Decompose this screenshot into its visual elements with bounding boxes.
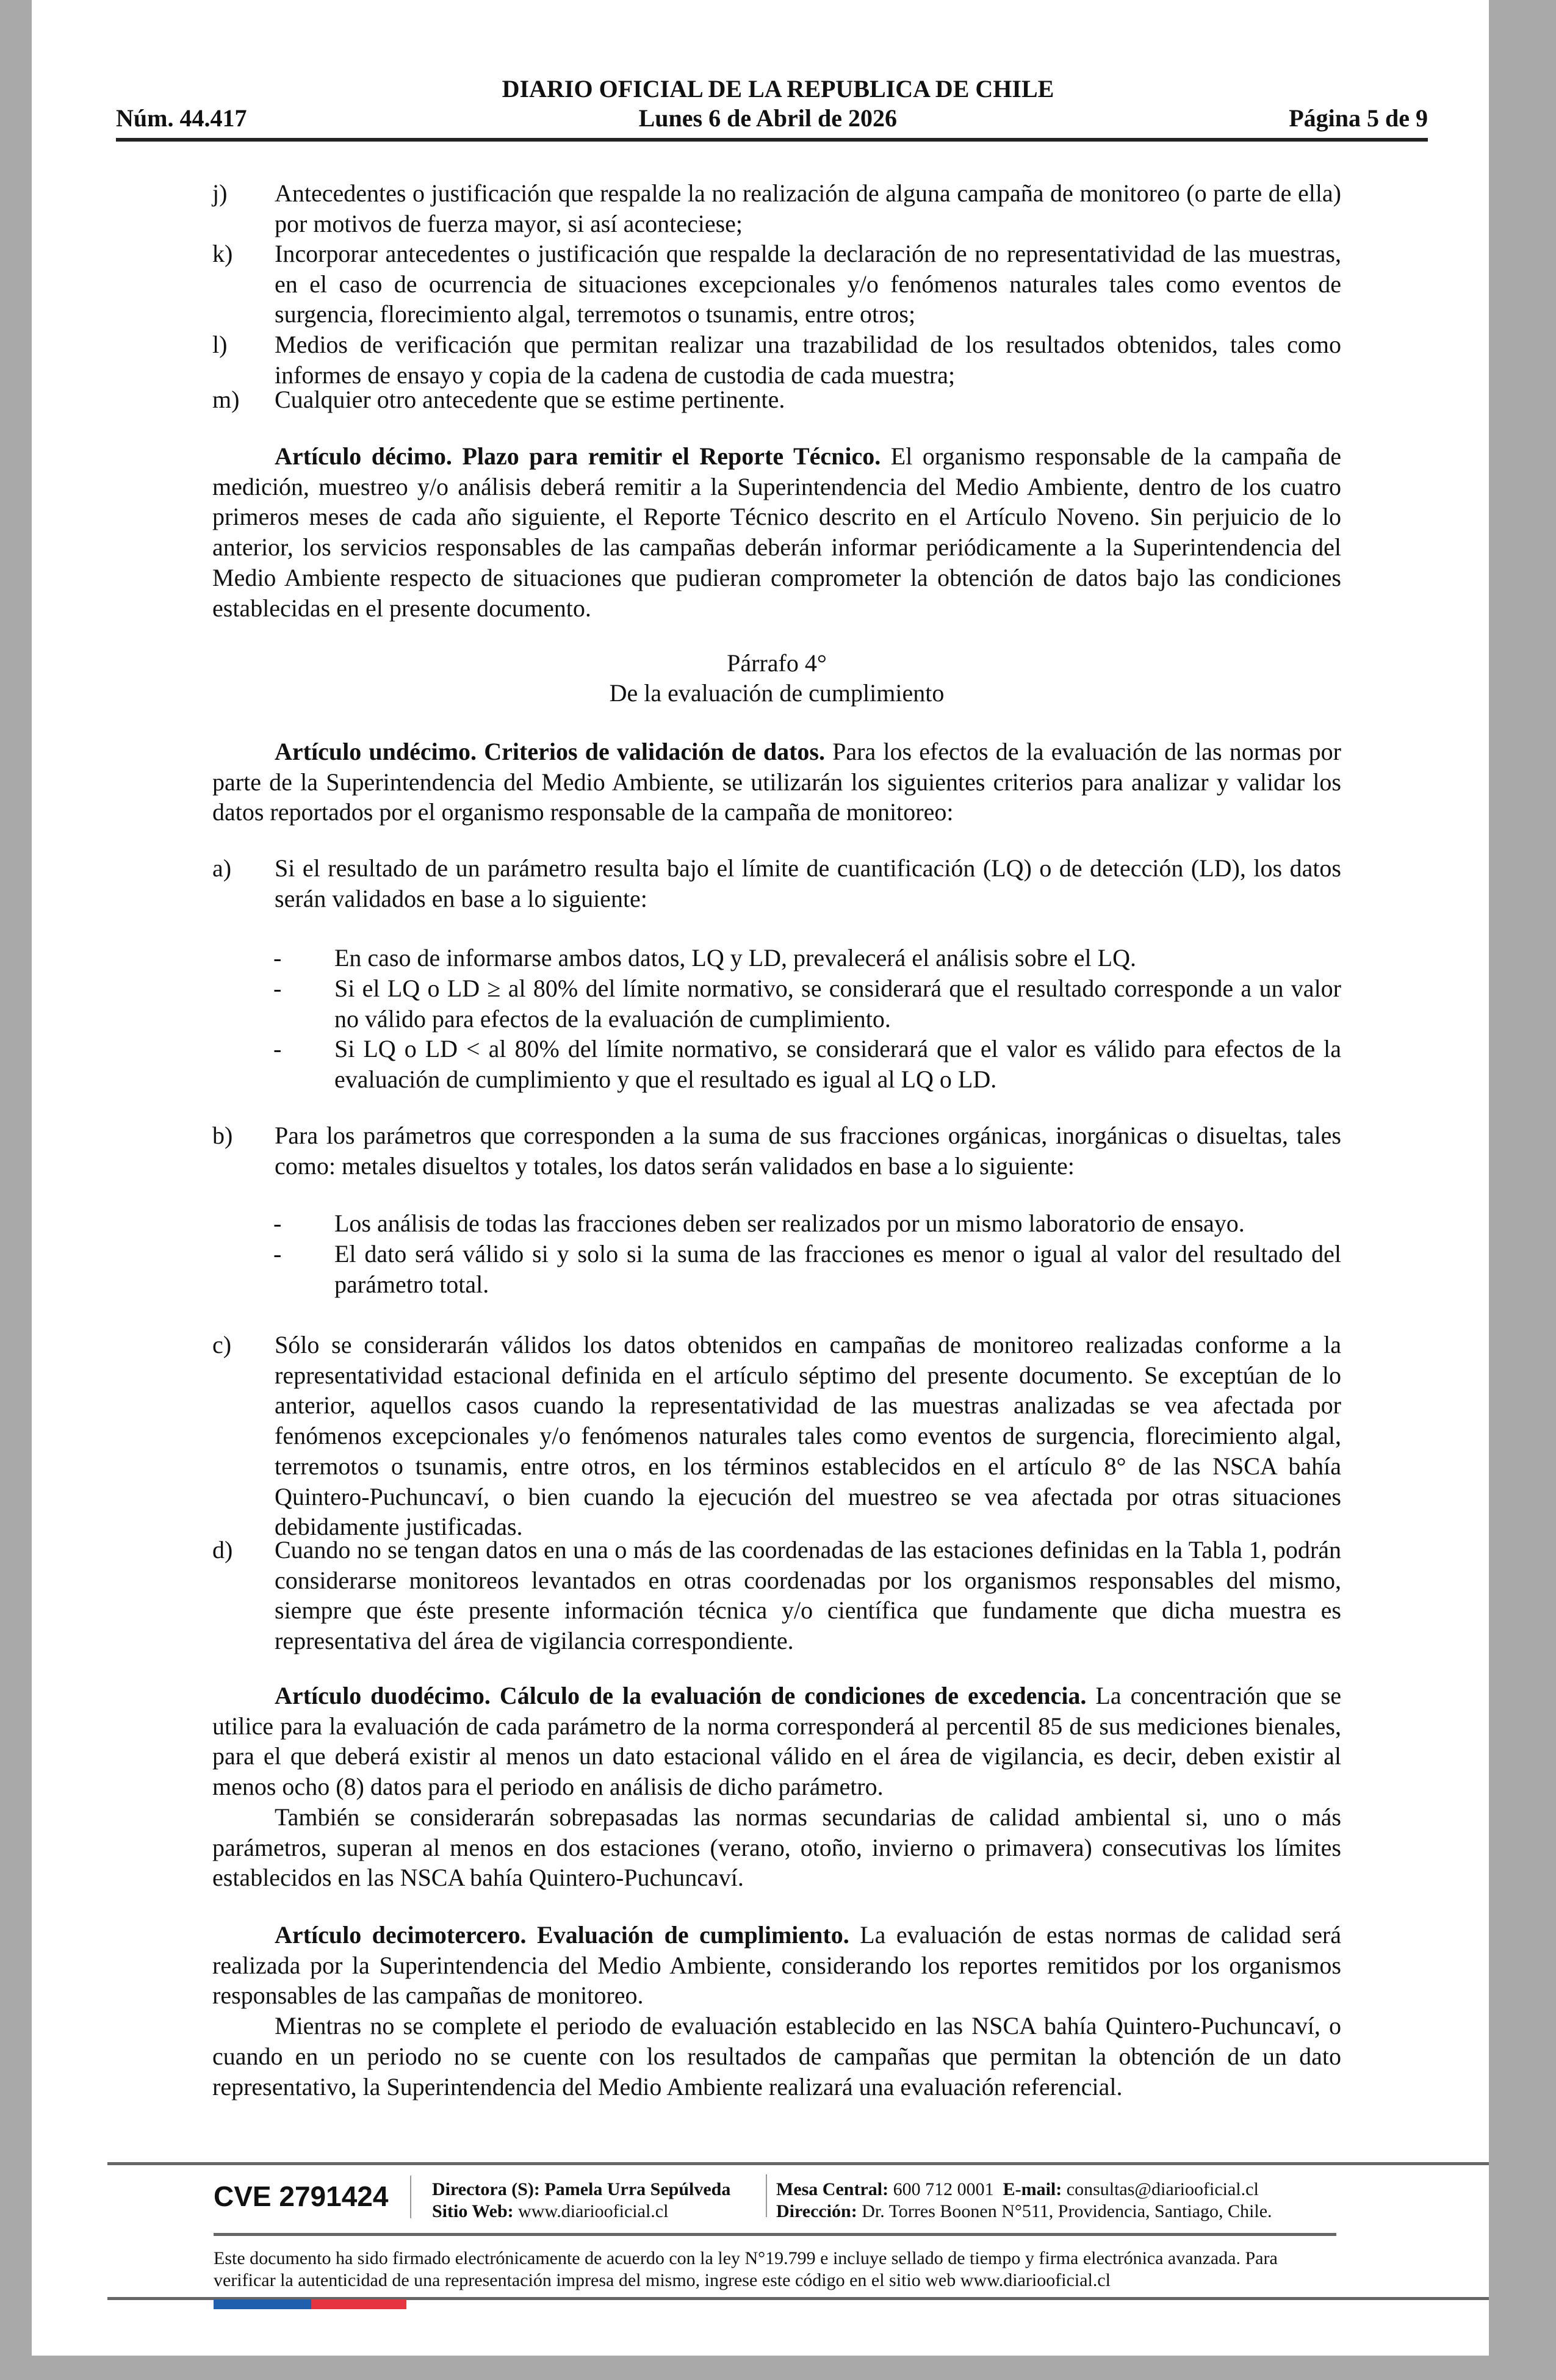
criterion-b (212, 1120, 1341, 1181)
article-text: Mientras no se complete el periodo de evaluación establecido en las NSCA bahía Quintero-Puchuncaví, o cuando en un periodo no se cuente con los resultados de campañas que permitan la obtención de un dato representativo, la Superintendencia del Medio Ambiente realizará una evaluación referencial. (212, 2012, 1341, 2101)
article-10 (212, 441, 1341, 623)
item-text: Incorporar antecedentes o justificación que respalde la declaración de no representatividad de las muestras, en el caso de ocurrencia de situaciones excepcionales y/o fenómenos naturales tales como eventos de surgencia, florecimiento algal, terremotos o tsunamis, entre otros; (275, 240, 1341, 328)
cve-code: CVE 2791424 (214, 2180, 389, 2212)
label: Sitio Web: (432, 2201, 514, 2221)
item-text: Para los parámetros que corresponden a la suma de sus fracciones orgánicas, inorgánicas o disueltas, tales como: metales disueltos y totales, los datos serán validados en base a lo siguiente: (275, 1122, 1341, 1180)
article-heading: Artículo undécimo. Criterios de validación de datos. (275, 738, 825, 765)
criterion-c (212, 1330, 1341, 1542)
signature-notice: Este documento ha sido firmado electrónicamente de acuerdo con la ley N°19.799 e incluye sellado de tiempo y firma electrónica avanzada. Para verificar la autenticidad de una representación impresa del mismo, ingrese este código en el sitio web www.diariooficial.cl (214, 2248, 1278, 2290)
item-text: Sólo se considerarán válidos los datos obtenidos en campañas de monitoreo realizadas conforme a la representatividad estacional definida en el artículo séptimo del presente documento. Se exceptúan de lo anterior, aquellos casos cuando la representatividad de las muestras analizadas se vea afectada por fenómenos excepcionales y/o fenómenos naturales tales como eventos de surgencia, florecimiento algal, terremotos o tsunamis, entre otros, en los términos establecidos en el artículo 8° de las NSCA bahía Quintero-Puchuncaví, o bien cuando la ejecución del muestreo se vea afectada por otras situaciones debidamente justificadas. (275, 1331, 1341, 1541)
list-item (212, 239, 1341, 330)
item-text: Medios de verificación que permitan realizar una trazabilidad de los resultados obtenidos, tales como informes de ensayo y copia de la cadena de custodia de cada muestra; (275, 331, 1341, 389)
footer-rule (107, 2162, 1489, 2165)
article-text: La evaluación de estas normas de calidad será realizada por la Superintendencia del Medio Ambiente, considerando los reportes remitidos por los organismos responsables de las campañas de monitoreo. (212, 1921, 1341, 2010)
item-text: Cuando no se tengan datos en una o más de las coordenadas de las estaciones definidas en la Tabla 1, podrán considerarse monitoreos levantados en otras coordenadas por los organismos responsables del mismo, siempre que éste presente información técnica y/o científica que fundamente que dicha muestra es representativa del área de vigilancia correspondiente. (275, 1536, 1341, 1655)
item-text: El dato será válido si y solo si la suma de las fracciones es menor o igual al valor del resultado del parámetro total. (334, 1240, 1341, 1298)
article-heading: Artículo duodécimo. Cálculo de la evaluación de condiciones de excedencia. (275, 1682, 1087, 1709)
footer-director (432, 2179, 730, 2223)
page-number: Página 5 de 9 (1289, 104, 1428, 132)
header-row (116, 104, 1428, 132)
dash-item: - Si LQ o LD < al 80% del límite normativo, se considerará que el valor es válido para efectos de la evaluación de cumplimiento y que el resultado es igual al LQ o LD. (273, 1034, 1341, 1094)
item-text: Si el LQ o LD ≥ al 80% del límite normativo, se considerará que el resultado corresponde a un valor no válido para efectos de la evaluación de cumplimiento. (334, 975, 1341, 1033)
item-label: m) (212, 386, 240, 413)
item-label: a) (212, 854, 232, 882)
item-label: b) (212, 1122, 233, 1149)
article-12 (212, 1681, 1341, 1893)
item-text: Los análisis de todas las fracciones deben ser realizados por un mismo laboratorio de ensayo. (334, 1210, 1245, 1237)
separator (410, 2176, 411, 2218)
footer-contact (776, 2179, 1272, 2223)
item-label: d) (212, 1536, 233, 1563)
issue-date: Lunes 6 de Abril de 2026 (638, 104, 898, 132)
item-text: Antecedentes o justificación que respalde la no realización de alguna campaña de monitoreo (o parte de ella) por motivos de fuerza mayor, si así aconteciese; (275, 179, 1341, 237)
article-11 (212, 737, 1341, 828)
article-heading: Artículo décimo. Plazo para remitir el Reporte Técnico. (275, 442, 881, 470)
item-label: k) (212, 240, 233, 267)
label: Mesa Central: (776, 2179, 889, 2199)
article-text: También se considerarán sobrepasadas las normas secundarias de calidad ambiental si, uno o más parámetros, superan al menos en dos estaciones (verano, otoño, invierno o primavera) consecutivas los límites establecidos en las NSCA bahía Quintero-Puchuncaví. (212, 1803, 1341, 1892)
item-label: j) (212, 179, 228, 207)
phone: 600 712 0001 (888, 2179, 994, 2199)
dash-item: - Si el LQ o LD ≥ al 80% del límite normativo, se considerará que el resultado corresponde a un valor no válido para efectos de la evaluación de cumplimiento. (273, 973, 1341, 1034)
section-subtitle: De la evaluación de cumplimiento (609, 679, 945, 707)
address: Dr. Torres Boonen N°511, Providencia, Santiago, Chile. (857, 2201, 1272, 2221)
list-item (212, 178, 1341, 239)
item-text: Si el resultado de un parámetro resulta bajo el límite de cuantificación (LQ) o de detección (LD), los datos serán validados en base a lo siguiente: (275, 854, 1341, 912)
criterion-d (212, 1535, 1341, 1656)
header-rule (116, 138, 1428, 142)
dash-item: - En caso de informarse ambos datos, LQ y LD, prevalecerá el análisis sobre el LQ. (273, 943, 1341, 973)
label: E-mail: (1003, 2179, 1062, 2199)
item-text: Cualquier otro antecedente que se estime pertinente. (275, 386, 785, 413)
item-text: En caso de informarse ambos datos, LQ y LD, prevalecerá el análisis sobre el LQ. (334, 944, 1136, 972)
website-link[interactable]: www.diariooficial.cl (513, 2201, 669, 2221)
label: Directora (S): (432, 2179, 540, 2199)
article-text: Para los efectos de la evaluación de las normas por parte de la Superintendencia del Medio Ambiente, se utilizarán los siguientes criterios para analizar y validar los datos reportados por el organismo responsable de la campaña de monitoreo: (212, 738, 1341, 826)
list-item (212, 384, 1341, 415)
article-text: La concentración que se utilice para la evaluación de cada parámetro de la norma corresponderá al percentil 85 de sus mediciones bienales, para el que deberá existir al menos un dato estacional válido en el área de vigilancia, es decir, deben existir al menos ocho (8) datos para el periodo en análisis de dicho parámetro. (212, 1682, 1341, 1801)
issue-number: Núm. 44.417 (116, 104, 247, 132)
criterion-a (212, 853, 1341, 914)
item-label: l) (212, 331, 228, 358)
label: Dirección: (776, 2201, 857, 2221)
list-item (212, 330, 1341, 390)
flag-red-bar (311, 2299, 406, 2309)
director-name: Pamela Urra Sepúlveda (539, 2179, 731, 2199)
gazette-title: DIARIO OFICIAL DE LA REPUBLICA DE CHILE (502, 75, 1054, 103)
article-heading: Artículo decimotercero. Evaluación de cumplimiento. (275, 1921, 849, 1949)
flag-blue-bar (214, 2299, 311, 2309)
dash-item: - El dato será válido si y solo si la suma de las fracciones es menor o igual al valor del resultado del parámetro total. (273, 1239, 1341, 1299)
separator (766, 2174, 767, 2217)
footer-rule (214, 2233, 1336, 2236)
email-link[interactable]: consultas@diariooficial.cl (1062, 2179, 1259, 2199)
dash-item: - Los análisis de todas las fracciones deben ser realizados por un mismo laboratorio de ensayo. (273, 1208, 1341, 1239)
article-text: El organismo responsable de la campaña de medición, muestreo y/o análisis deberá remitir a la Superintendencia del Medio Ambiente, dentro de los cuatro primeros meses de cada año siguiente, el Reporte Técnico descrito en el Artículo Noveno. Sin perjuicio de lo anterior, los servicios responsables de las campañas deberán informar periódicamente a la Superintendencia del Medio Ambiente respecto de situaciones que pudieran comprometer la obtención de datos bajo las condiciones establecidas en el presente documento. (212, 442, 1341, 622)
item-label: c) (212, 1331, 232, 1358)
section-title: Párrafo 4° (727, 649, 827, 677)
article-13 (212, 1920, 1341, 2102)
item-text: Si LQ o LD < al 80% del límite normativo, se considerará que el valor es válido para efectos de la evaluación de cumplimiento y que el resultado es igual al LQ o LD. (334, 1035, 1341, 1093)
